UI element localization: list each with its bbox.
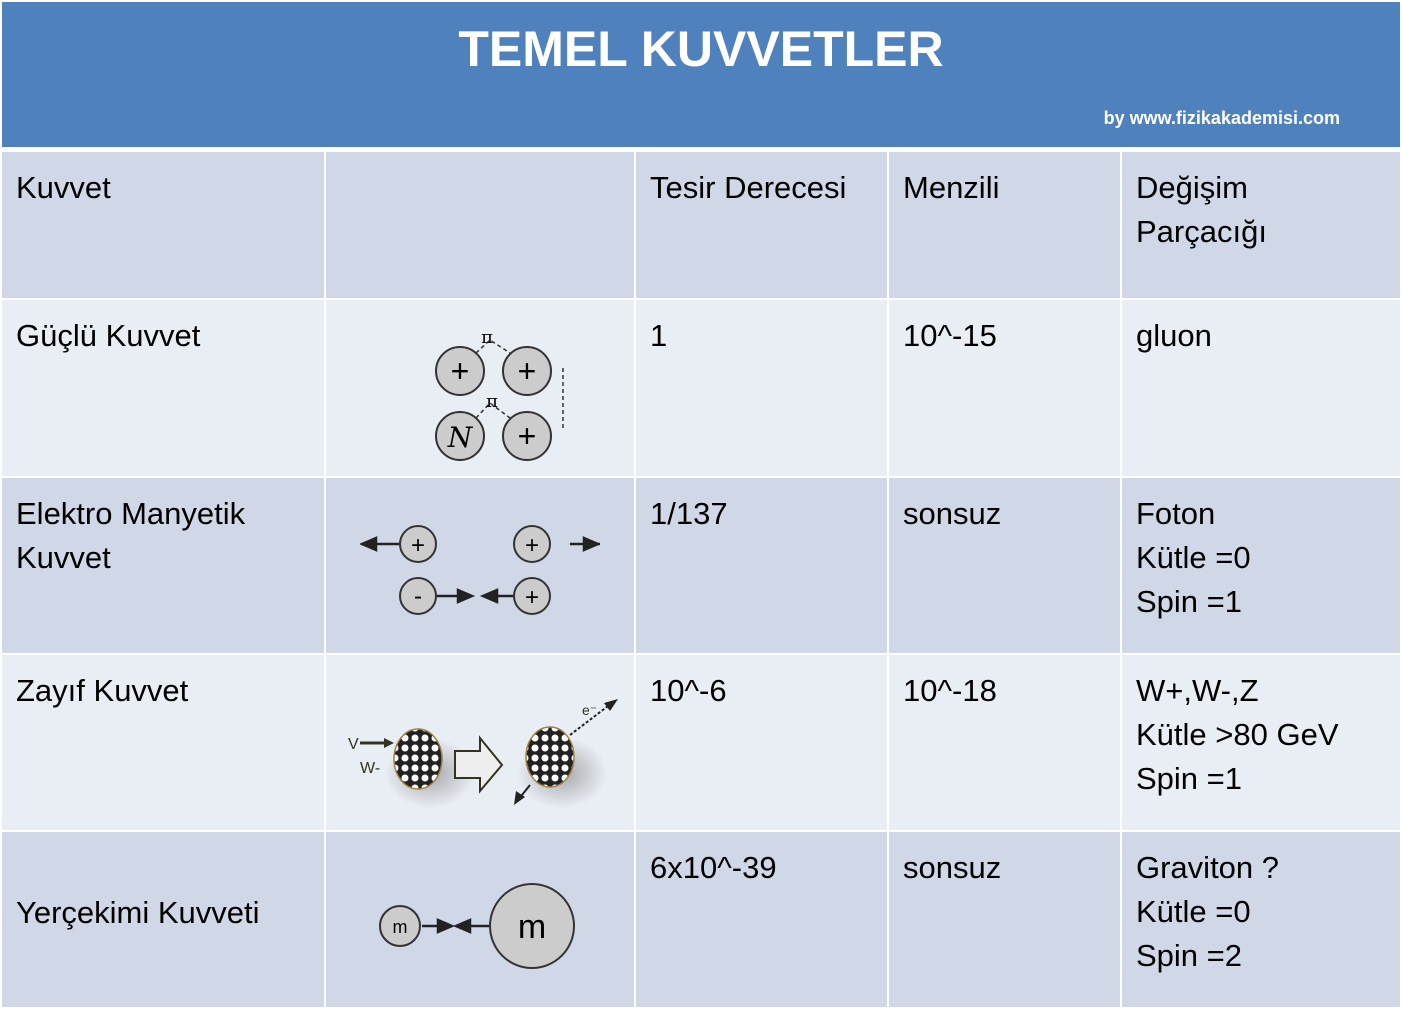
svg-text:-: - xyxy=(414,582,422,610)
gravity-diagram xyxy=(326,832,634,1007)
weak-force-diagram xyxy=(326,655,634,830)
page-title: TEMEL KUVVETLER xyxy=(458,21,944,77)
byline: by www.fizikakademisi.com xyxy=(1103,108,1340,128)
forces-table xyxy=(2,152,1400,1007)
svg-text:π: π xyxy=(481,327,493,348)
svg-text:m: m xyxy=(517,907,547,946)
svg-text:W-: W- xyxy=(360,759,381,777)
svg-text:+: + xyxy=(410,531,426,559)
strong-force-diagram xyxy=(326,300,634,476)
range-value: 10^-18 xyxy=(889,655,1120,830)
svg-text:+: + xyxy=(524,531,540,559)
particle-value: W+,W-,Z Kütle >80 GeV Spin =1 xyxy=(1122,655,1400,830)
svg-text:N: N xyxy=(447,421,473,454)
range-value: sonsuz xyxy=(889,478,1120,653)
strength-value: 10^-6 xyxy=(636,655,887,830)
force-name: Elektro Manyetik Kuvvet xyxy=(2,478,324,653)
force-name: Zayıf Kuvvet xyxy=(2,655,324,830)
svg-text:m: m xyxy=(392,916,408,937)
particle-value: Foton Kütle =0 Spin =1 xyxy=(1122,478,1400,653)
column-header-diagram xyxy=(326,152,634,298)
strength-value: 6x10^-39 xyxy=(636,832,887,1007)
strength-value: 1 xyxy=(636,300,887,476)
column-header-range: Menzili xyxy=(889,152,1120,298)
svg-text:+: + xyxy=(450,353,470,389)
svg-text:+: + xyxy=(524,583,540,611)
strength-value: 1/137 xyxy=(636,478,887,653)
range-value: 10^-15 xyxy=(889,300,1120,476)
column-header-particle: Değişim Parçacığı xyxy=(1122,152,1400,298)
particle-value: Graviton ? Kütle =0 Spin =2 xyxy=(1122,832,1400,1007)
force-name: Yerçekimi Kuvveti xyxy=(2,832,324,1007)
range-value: sonsuz xyxy=(889,832,1120,1007)
svg-text:+: + xyxy=(517,418,537,454)
column-header-strength: Tesir Derecesi xyxy=(636,152,887,298)
title-banner xyxy=(2,2,1400,147)
svg-text:e⁻: e⁻ xyxy=(582,701,598,718)
svg-text:+: + xyxy=(517,353,537,389)
svg-text:V: V xyxy=(348,735,359,753)
force-name: Güçlü Kuvvet xyxy=(2,300,324,476)
electromagnetic-diagram xyxy=(326,478,634,653)
column-header-force: Kuvvet xyxy=(2,152,324,298)
particle-value: gluon xyxy=(1122,300,1400,476)
svg-text:π: π xyxy=(486,391,498,412)
